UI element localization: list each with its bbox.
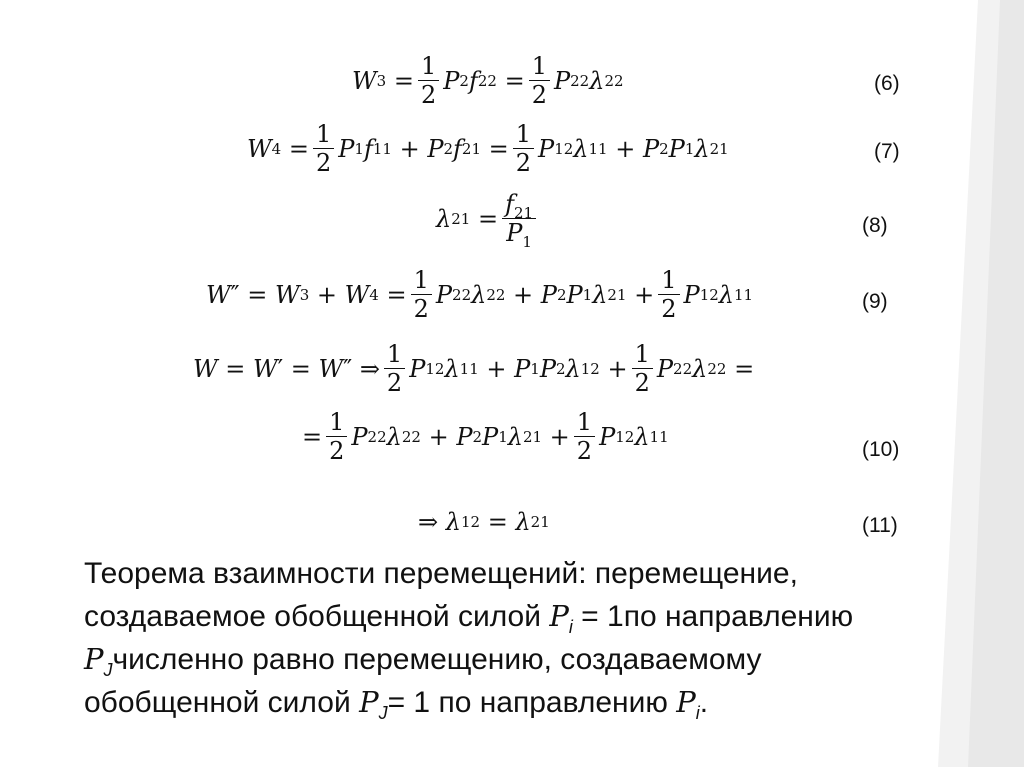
- theorem-line-4: обобщенной силой $P_J= 1$ по направлению $P_i$.: [84, 685, 709, 723]
- equation-10-line-2: = $\frac{1}{2}$ P 2 2 λ 22 + P 2 P 1 λ 21 + $\frac{1}{2}$ P 1 2 λ 11: [302, 408, 669, 466]
- theorem-line-4-direction: по направлению: [430, 686, 677, 719]
- equation-number-11: (11): [862, 514, 898, 537]
- equation-number-8: (8): [862, 214, 888, 237]
- theorem-line-1: Теорема взаимности перемещений: перемещение,: [84, 557, 798, 590]
- theorem-line-2-direction: по направлению: [623, 600, 854, 633]
- equation-7: W 4 = $\frac{1}{2}$ P 1 f 11 + P 2 f 21 = $\frac{1}{2}$ P 1 2 λ 11 + P 2 P 1 λ 21: [247, 120, 729, 178]
- equation-number-10: (10): [862, 438, 900, 461]
- equation-10-line-1: W = W ′ = W ″ ⇒ $\frac{1}{2}$ P 1 2 λ 11 + P 1 P 2 λ 12 + $\frac{1}{2}$ P 2 2 λ 22 =: [193, 340, 755, 398]
- theorem-line-2-text: создаваемое обобщенной силой: [84, 600, 550, 633]
- equation-8: λ 21 = $\frac{f_{21}}{P_1}$: [436, 192, 540, 246]
- theorem-line-2: создаваемое обобщенной силой $P_i = 1по$ направлению: [84, 599, 854, 637]
- equation-number-7: (7): [874, 140, 900, 163]
- equation-number-9: (9): [862, 290, 888, 313]
- page-fold-decoration: [938, 0, 1024, 767]
- theorem-line-4-text: обобщенной силой: [84, 686, 360, 719]
- equation-11: ⇒ λ 12 = λ 21: [418, 508, 550, 536]
- theorem-paragraph: [84, 552, 914, 724]
- equation-6: W 3 = $\frac{1}{2}$ P 2 f 22 = $\frac{1}{2}$ P 2 2 λ 22: [352, 52, 624, 110]
- theorem-line-3-text: численно равно перемещению, создаваемому: [112, 643, 762, 676]
- equation-9: W ″ = W 3 + W 4 = $\frac{1}{2}$ P 2 2 λ 22 + P 2 P 1 λ 21 + $\frac{1}{2}$ P 1 2 λ 11: [206, 266, 754, 324]
- equation-number-6: (6): [874, 72, 900, 95]
- theorem-line-3: $P_Jчисленно$ равно перемещению, создаваемому: [84, 642, 762, 680]
